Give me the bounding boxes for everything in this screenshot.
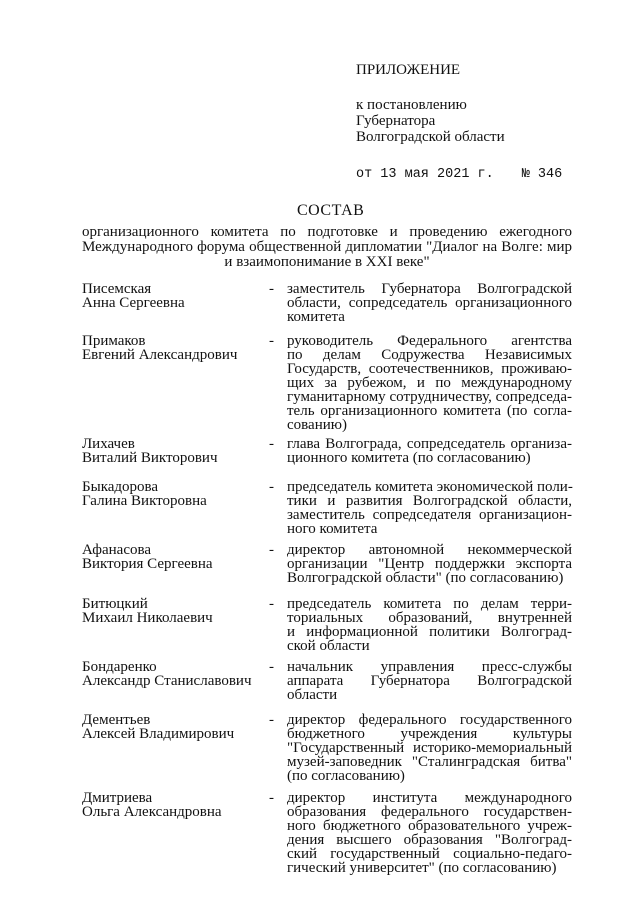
member-dash: - [269,281,274,297]
member-role-line: бюджетного учреждения культуры [287,726,572,742]
document-heading: СОСТАВ [297,202,365,219]
member-given-names: Михаил Николаевич [82,610,213,626]
member-name [82,597,267,625]
member-surname: Дементьев [82,712,151,728]
member-surname: Быкадорова [82,479,159,495]
member-role-line: заместитель Губернатора Волгоградской [287,281,572,297]
member-role-line: директор института международного [287,790,572,806]
appendix-date-line [356,167,616,183]
member-given-names: Евгений Александрович [82,347,238,363]
member-surname: Писемская [82,281,152,297]
member-role-line: и информационной политики Волгоград- [287,624,572,640]
member-role-line: председатель комитета по делам терри- [287,596,572,612]
member-role-line: сованию) [287,417,347,433]
member-role-line: области [287,687,338,703]
subheading-line: Международного форума общественной дипломатии "Диалог на Волге: мир [82,239,572,255]
member-role-line: ский государственный социально-педаго- [287,846,572,862]
member-role-line: ториальных образований, внутренней [287,610,572,626]
subheading-line: и взаимопонимание в XXI веке" [224,254,430,270]
member-role-line: аппарата Губернатора Волгоградской [287,673,572,689]
subheading-line: организационного комитета по подготовке и проведению ежегодного [82,224,572,240]
member-dash: - [269,333,274,349]
member-dash: - [269,596,274,612]
member-role-line: ного бюджетного образовательного учреж- [287,818,572,834]
member-role-line: области, сопредседатель организационного [287,295,572,311]
member-role [287,480,572,536]
member-role-line: организации "Центр поддержки экспорта [287,556,572,572]
member-dash: - [269,712,274,728]
appendix-title: ПРИЛОЖЕНИЕ [356,62,461,78]
member-role [287,791,572,875]
appendix-block [356,62,616,183]
member-surname: Примаков [82,333,146,349]
member-role-line: тики и развития Волгоградской области, [287,493,572,509]
member-role-line: (по согласованию) [287,768,405,784]
member-role-line: щих за рубежом, и по международному [287,375,572,391]
member-role-line: директор автономной некоммерческой [287,542,572,558]
member-dash: - [269,790,274,806]
member-role [287,334,572,432]
member-given-names: Ольга Александровна [82,804,222,820]
member-role-line: музей-заповедник "Сталинградская битва" [287,754,572,770]
member-name [82,543,267,571]
member-dash: - [269,659,274,675]
member-name [82,282,267,310]
member-role-line: председатель комитета экономической поли- [287,479,573,495]
member-role [287,713,572,783]
member-role-line: образования федерального государствен- [287,804,572,820]
member-given-names: Алексей Владимирович [82,726,235,742]
member-name [82,791,267,819]
member-role [287,543,572,585]
appendix-date: от 13 мая 2021 г. [356,167,494,182]
appendix-reference [356,97,616,145]
member-role-line: гуманитарному сотрудничеству, сопредседа- [287,389,572,405]
member-given-names: Галина Викторовна [82,493,207,509]
member-role-line: комитета [287,309,345,325]
member-role [287,282,572,324]
member-name [82,437,267,465]
member-role-line: ного комитета [287,521,378,537]
document-subheading [82,225,572,270]
member-role-line: тель организационного комитета (по согла- [287,403,572,419]
member-role [287,597,572,653]
member-role-line: глава Волгограда, сопредседатель организа- [287,436,572,452]
member-surname: Дмитриева [82,790,153,806]
member-role-line: Волгоградской области" (по согласованию) [287,570,564,586]
member-name [82,334,267,362]
member-role [287,660,572,702]
member-dash: - [269,436,274,452]
member-surname: Лихачев [82,436,135,452]
member-surname: Бондаренко [82,659,157,675]
appendix-reference-line: Волгоградской области [356,129,505,145]
member-given-names: Виталий Викторович [82,450,218,466]
member-role-line: руководитель Федерального агентства [287,333,572,349]
appendix-number: № 346 [521,167,563,182]
member-role-line: ской области [287,638,370,654]
member-dash: - [269,479,274,495]
member-role [287,437,572,465]
member-role-line: директор федерального государственного [287,712,572,728]
member-surname: Афанасова [82,542,152,558]
member-dash: - [269,542,274,558]
member-role-line: дения высшего образования "Волгоград- [287,832,572,848]
member-given-names: Виктория Сергеевна [82,556,213,572]
member-role-line: начальник управления пресс-службы [287,659,572,675]
member-role-line: ционного комитета (по согласованию) [287,450,531,466]
member-name [82,480,267,508]
member-role-line: "Государственный историко-мемориальный [287,740,572,756]
member-role-line: гический университет" (по согласованию) [287,860,557,876]
member-name [82,713,267,741]
member-given-names: Александр Станиславович [82,673,252,689]
member-surname: Битюцкий [82,596,148,612]
member-role-line: заместитель сопредседателя организацион- [287,507,572,523]
member-given-names: Анна Сергеевна [82,295,185,311]
appendix-reference-line: к постановлению [356,97,467,113]
member-name [82,660,267,688]
member-role-line: по делам Содружества Независимых [287,347,572,363]
appendix-reference-line: Губернатора [356,113,436,129]
member-role-line: Государств, соотечественников, проживаю- [287,361,572,377]
